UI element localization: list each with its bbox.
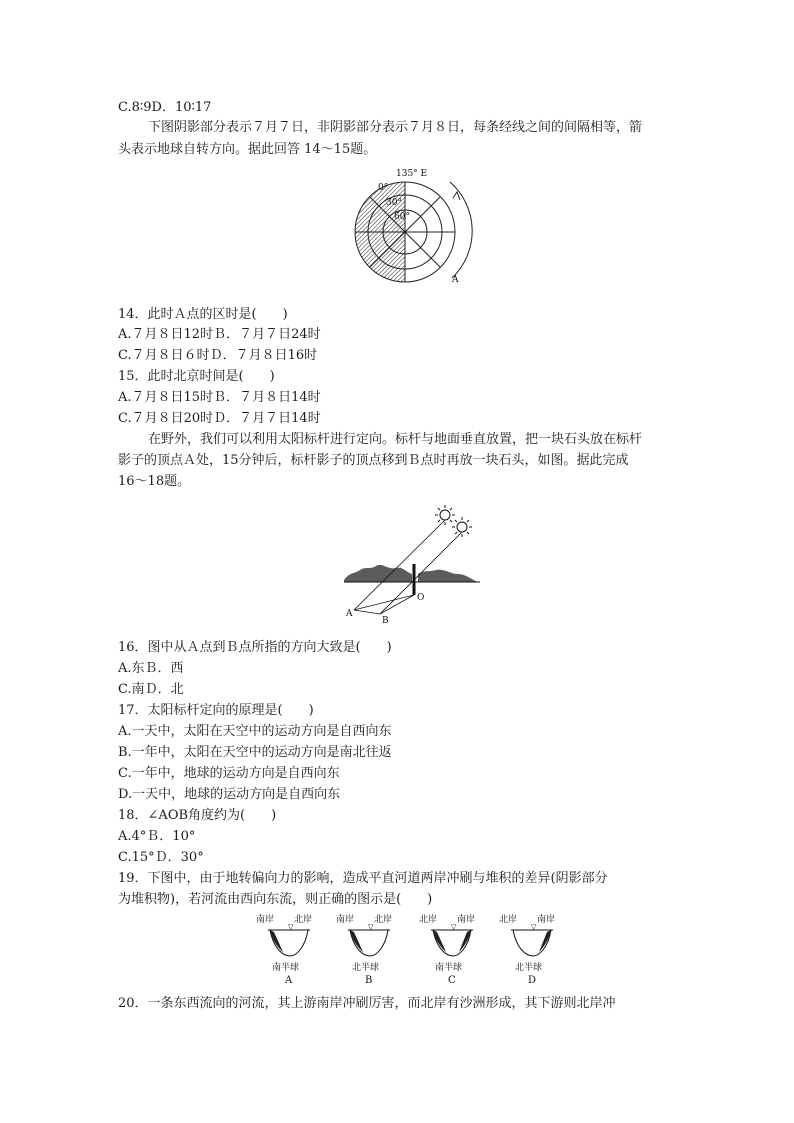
question-18: 18．∠AOB角度约为( ) bbox=[118, 808, 277, 823]
option-line: B.一年中，太阳在天空中的运动方向是南北往返 bbox=[118, 745, 392, 760]
label-60: 60° bbox=[394, 212, 410, 222]
hemisphere-label: 北半球 bbox=[515, 963, 543, 973]
bank-left-label: 北岸 bbox=[499, 915, 518, 925]
bank-left-label: 南岸 bbox=[256, 915, 275, 925]
svg-text:▽: ▽ bbox=[288, 923, 294, 931]
sun-stick-figure bbox=[340, 500, 485, 625]
paragraph-line: 影子的顶点Ａ处，15分钟后，标杆影子的顶点移到Ｂ点时再放一块石头，如图。据此完成 bbox=[118, 453, 629, 468]
bank-left-label: 北岸 bbox=[419, 915, 438, 925]
label-30: 30° bbox=[386, 198, 402, 208]
sun-ray bbox=[354, 520, 445, 610]
mountain-shape bbox=[344, 565, 412, 582]
hemisphere-label: 北半球 bbox=[352, 963, 380, 973]
option-line: C.７月８日６时Ｄ．７月８日16时 bbox=[118, 348, 318, 363]
option-line: A.东Ｂ．西 bbox=[118, 661, 184, 676]
question-19: 19．下图中，由于地转偏向力的影响，造成平直河道两岸冲刷与堆积的差异(阴影部分 bbox=[118, 871, 608, 886]
river-panel-c bbox=[419, 913, 475, 985]
hemisphere-label: 南半球 bbox=[435, 963, 463, 973]
label-a: A bbox=[452, 275, 459, 285]
river-panel-d bbox=[499, 913, 555, 985]
svg-text:▽: ▽ bbox=[368, 923, 374, 931]
bank-right-label: 北岸 bbox=[294, 915, 313, 925]
text-line: 下图阴影部分表示７月７日，非阴影部分表示７月８日，每条经线之间的间隔相等，箭 bbox=[148, 120, 643, 135]
panel-letter: C bbox=[448, 975, 456, 985]
question-17: 17．太阳标杆定向的原理是( ) bbox=[118, 703, 314, 718]
rotation-arrow-icon bbox=[453, 192, 460, 200]
panel-letter: A bbox=[285, 975, 293, 985]
bank-left-label: 南岸 bbox=[336, 915, 355, 925]
option-line: A.一天中，太阳在天空中的运动方向是自西向东 bbox=[118, 724, 392, 739]
shadow-line bbox=[354, 610, 380, 614]
option-line: A.７月８日15时Ｂ．７月８日14时 bbox=[118, 390, 321, 405]
option-line: C.15°Ｄ．30° bbox=[118, 850, 204, 865]
option-line: C.南Ｄ．北 bbox=[118, 682, 184, 697]
shadow-line bbox=[380, 595, 414, 614]
paragraph-line: 在野外，我们可以利用太阳标杆进行定向。标杆与地面垂直放置，把一块石头放在标杆 bbox=[148, 432, 643, 447]
option-line: A.７月８日12时Ｂ．７月７日24时 bbox=[118, 327, 321, 342]
option-line: A.4°Ｂ．10° bbox=[118, 829, 196, 844]
bank-right-label: 北岸 bbox=[374, 915, 393, 925]
option-line: C.７月８日20时Ｄ．７月７日14时 bbox=[118, 411, 321, 426]
text-line: C.8∶9D．10∶17 bbox=[118, 100, 212, 115]
bank-right-label: 南岸 bbox=[537, 915, 556, 925]
label-b: B bbox=[382, 616, 389, 625]
rotation-arc bbox=[450, 182, 472, 278]
svg-text:▽: ▽ bbox=[531, 923, 537, 931]
paragraph-line: 16～18题。 bbox=[118, 474, 191, 489]
question-14: 14．此时Ａ点的区时是( ) bbox=[118, 307, 288, 322]
sun-icon bbox=[435, 505, 455, 525]
question-16: 16．图中从Ａ点到Ｂ点所指的方向大致是( ) bbox=[118, 640, 392, 655]
svg-text:▽: ▽ bbox=[451, 923, 457, 931]
option-line: C.一年中，地球的运动方向是自西向东 bbox=[118, 766, 340, 781]
panel-letter: B bbox=[365, 975, 373, 985]
text-line: 头表示地球自转方向。据此回答 14～15题。 bbox=[118, 142, 377, 157]
mountain-shape bbox=[418, 570, 478, 582]
option-line: D.一天中，地球的运动方向是自西向东 bbox=[118, 787, 341, 802]
hemisphere-label: 南半球 bbox=[272, 963, 300, 973]
label-a: A bbox=[346, 609, 353, 619]
polar-time-figure bbox=[340, 160, 500, 300]
label-o: O bbox=[417, 593, 425, 603]
river-panel-a bbox=[256, 913, 312, 985]
river-figure bbox=[250, 910, 580, 985]
sun-icon bbox=[452, 517, 472, 537]
river-panel-b bbox=[336, 913, 392, 985]
shadow-line bbox=[354, 595, 414, 610]
question-20: 20．一条东西流向的河流，其上游南岸冲刷厉害，而北岸有沙洲形成，其下游则北岸冲 bbox=[118, 996, 616, 1011]
label-0: 0° bbox=[378, 183, 389, 193]
question-15: 15．此时北京时间是( ) bbox=[118, 369, 275, 384]
bank-right-label: 南岸 bbox=[457, 915, 476, 925]
panel-letter: D bbox=[528, 975, 537, 985]
question-19-cont: 为堆积物)，若河流由西向东流，则正确的图示是( ) bbox=[118, 892, 433, 907]
label-135e: 135° E bbox=[396, 169, 428, 179]
